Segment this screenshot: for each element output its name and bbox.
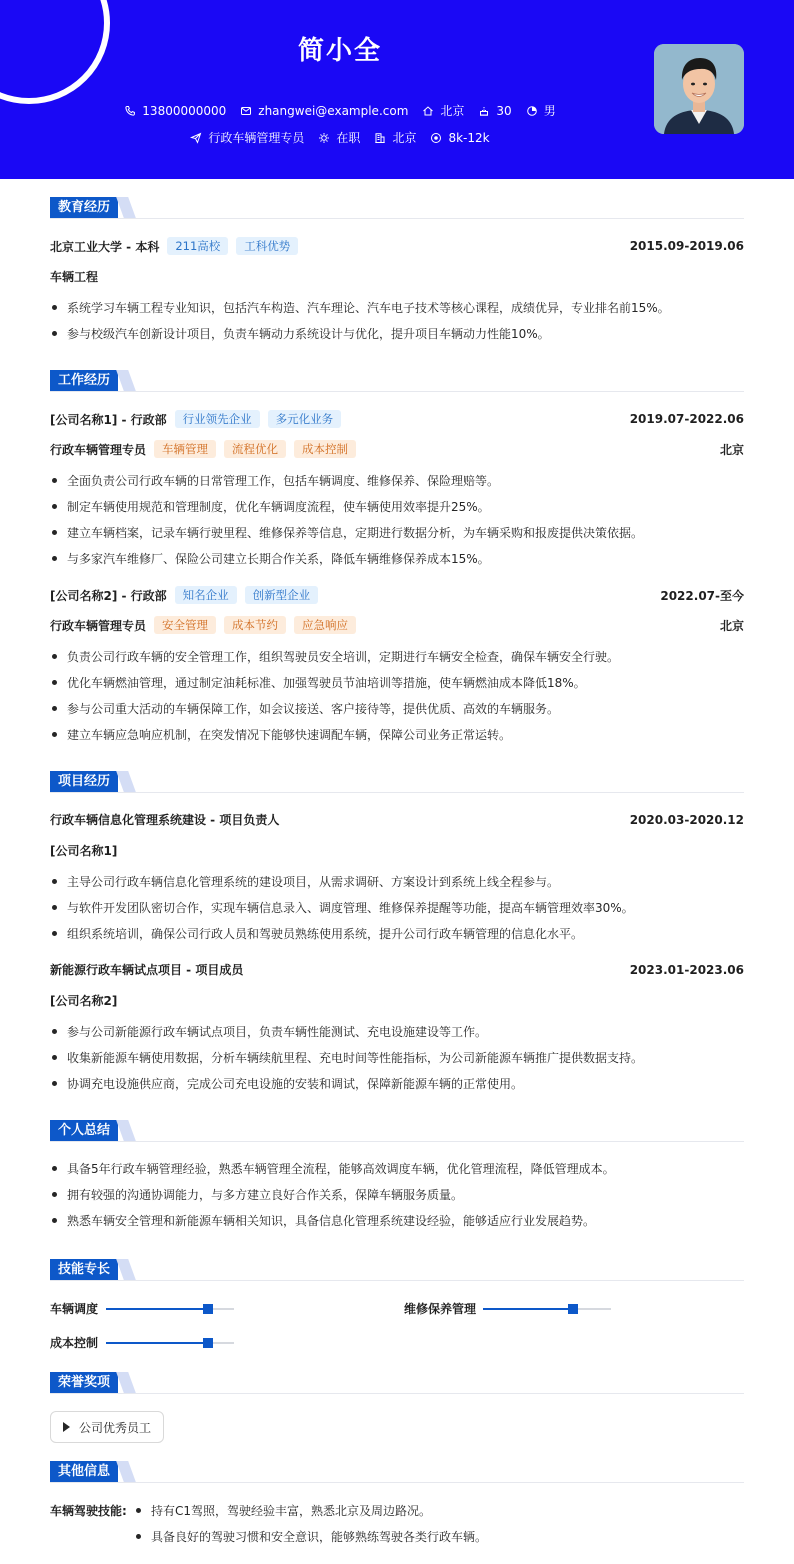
list-item: 组织系统培训，确保公司行政人员和驾驶员熟练使用系统，提升公司行政车辆管理的信息化水平。 [50,925,744,942]
list-item: 协调充电设施供应商，完成公司充电设施的安装和调试，保障新能源车辆的正常使用。 [50,1075,744,1092]
project-company-row [50,842,744,859]
list-item: 收集新能源车辆使用数据，分析车辆续航里程、充电时间等性能指标，为公司新能源车辆推广提供数据支持。 [50,1049,744,1066]
honors-heading [50,1372,744,1394]
work-section [50,370,744,392]
avatar-portrait-icon [654,44,744,134]
award-label: 公司优秀员工 [79,1420,152,1435]
work-city: 北京 [719,618,744,633]
projects-section [50,771,744,793]
project-period: 2020.03-2020.12 [629,812,744,827]
contact-location [422,102,464,119]
role-tag: 应急响应 [294,616,356,634]
work-period: 2019.07-2022.06 [629,412,744,426]
job-status [318,129,360,146]
contact-age [478,104,511,118]
company-tag: 多元化业务 [268,410,342,428]
projects-heading [50,771,744,793]
list-item: 参与校级汽车创新设计项目，负责车辆动力系统设计与优化，提升项目车辆动力性能10%。 [50,325,744,342]
project-company: [公司名称1] [50,844,118,858]
role-row [50,440,744,458]
projects-title: 项目经历 [50,771,118,792]
skill-bar [106,1342,234,1344]
major: 车辆工程 [50,270,99,284]
list-item: 参与公司重大活动的车辆保障工作，如会议接送、客户接待等，提供优质、高效的车辆服务。 [50,700,744,717]
send-icon [190,132,202,144]
heading-accent [116,197,136,218]
summary-title: 个人总结 [50,1120,118,1141]
education-heading [50,197,744,219]
role-tag: 成本控制 [294,440,356,458]
list-item: 负责公司行政车辆的安全管理工作，组织驾驶员安全培训，定期进行车辆安全检查，确保车辆安全行驶。 [50,648,744,665]
location-text: 北京 [440,104,465,118]
company-tag: 创新型企业 [245,586,319,604]
role-tag: 安全管理 [154,616,216,634]
skill-name: 成本控制 [50,1336,99,1350]
skill-bar [106,1308,234,1310]
heading-accent [116,370,136,391]
age-text: 30 [496,103,512,118]
resume-header [0,0,794,179]
role-title: 行政车辆管理专员 [50,618,147,633]
job-salary-text: 8k-12k [448,130,490,145]
heading-accent [116,771,136,792]
honors-title: 荣誉奖项 [50,1372,118,1393]
contact-email [240,104,408,118]
job-city-text: 北京 [392,131,417,145]
gender-icon [526,105,538,117]
list-item: 具备5年行政车辆管理经验，熟悉车辆管理全流程，能够高效调度车辆，优化管理流程，降低管理成本。 [50,1160,744,1177]
age-icon [478,105,490,117]
company-row [50,586,744,604]
summary-section [50,1120,744,1142]
company-name: [公司名称1] - 行政部 [50,412,167,427]
education-section [50,197,744,219]
project-company-row [50,992,744,1009]
other-title: 其他信息 [50,1461,118,1482]
project-period: 2023.01-2023.06 [629,962,744,977]
award-item[interactable] [50,1411,164,1443]
job-city [374,129,416,146]
skill-bar-fill [106,1342,208,1344]
gender-text: 男 [543,104,556,118]
list-item: 优化车辆燃油管理，通过制定油耗标准、加强驾驶员节油培训等措施，使车辆燃油成本降低18%。 [50,674,744,691]
role-title: 行政车辆管理专员 [50,442,147,457]
list-item: 主导公司行政车辆信息化管理系统的建设项目，从需求调研、方案设计到系统上线全程参与。 [50,873,744,890]
contact-gender [526,102,556,119]
skill-bar-knob [568,1304,578,1314]
contact-phone [124,104,226,118]
heading-accent [116,1461,136,1482]
company-row [50,410,744,428]
school-name: 北京工业大学 - 本科 [50,239,160,254]
honors-section [50,1372,744,1394]
heading-accent [116,1372,136,1393]
avatar [654,44,744,134]
skill-bar-knob [203,1338,213,1348]
skills-heading [50,1259,744,1281]
role-tag: 流程优化 [224,440,286,458]
project-title: 行政车辆信息化管理系统建设 - 项目负责人 [50,813,280,827]
list-item: 参与公司新能源行政车辆试点项目，负责车辆性能测试、充电设施建设等工作。 [50,1023,744,1040]
skill-bar [483,1308,611,1310]
list-item: 具备良好的驾驶习惯和安全意识，能够熟练驾驶各类行政车辆。 [134,1528,734,1545]
play-triangle-icon [63,1422,70,1432]
skill-name: 车辆调度 [50,1302,99,1316]
summary-heading [50,1120,744,1142]
education-header-row [50,237,744,255]
phone-icon [124,105,136,117]
school-tag: 211高校 [167,237,228,255]
work-city: 北京 [719,442,744,457]
education-title: 教育经历 [50,197,118,218]
other-heading [50,1461,744,1483]
other-section [50,1461,744,1483]
skill-name: 维修保养管理 [404,1302,477,1316]
company-tag: 知名企业 [175,586,237,604]
list-item: 与软件开发团队密切合作，实现车辆信息录入、调度管理、维修保养提醒等功能，提高车辆管理效率30%。 [50,899,744,916]
project-company: [公司名称2] [50,994,118,1008]
email-text: zhangwei@example.com [258,103,409,118]
role-tag: 车辆管理 [154,440,216,458]
home-icon [422,105,434,117]
list-item: 建立车辆应急响应机制，在突发情况下能够快速调配车辆，保障公司业务正常运转。 [50,726,744,743]
mail-icon [240,105,252,117]
list-item: 拥有较强的沟通协调能力，与多方建立良好合作关系，保障车辆服务质量。 [50,1186,744,1203]
work-heading [50,370,744,392]
skills-section [50,1259,744,1281]
skill-item [50,1334,234,1351]
company-tag: 行业领先企业 [175,410,260,428]
major-row [50,268,744,285]
contact-row [0,102,680,119]
job-salary [430,131,489,145]
job-title [190,129,304,146]
list-item: 持有C1驾照，驾驶经验丰富，熟悉北京及周边路况。 [134,1502,734,1519]
skill-bar-fill [106,1308,208,1310]
skill-item [404,1300,611,1317]
project-header-row [50,961,744,978]
project-header-row [50,811,744,828]
job-status-text: 在职 [336,131,361,145]
skills-title: 技能专长 [50,1259,118,1280]
list-item: 与多家汽车维修厂、保险公司建立长期合作关系，降低车辆维修保养成本15%。 [50,550,744,567]
list-item: 全面负责公司行政车辆的日常管理工作，包括车辆调度、维修保养、保险理赔等。 [50,472,744,489]
work-period: 2022.07-至今 [660,588,744,603]
building-icon [374,132,386,144]
phone-text: 13800000000 [142,103,227,118]
list-item: 系统学习车辆工程专业知识，包括汽车构造、汽车理论、汽车电子技术等核心课程，成绩优异，专业排名前15%。 [50,299,744,316]
list-item: 建立车辆档案，记录车辆行驶里程、维修保养等信息，定期进行数据分析，为车辆采购和报废提供决策依据。 [50,524,744,541]
project-title: 新能源行政车辆试点项目 - 项目成员 [50,963,244,977]
heading-accent [116,1120,136,1141]
skill-bar-knob [203,1304,213,1314]
status-icon [318,132,330,144]
role-row [50,616,744,634]
job-intent-row [0,129,680,146]
list-item: 制定车辆使用规范和管理制度，优化车辆调度流程，使车辆使用效率提升25%。 [50,498,744,515]
company-name: [公司名称2] - 行政部 [50,588,167,603]
candidate-name: 简小全 [297,36,382,66]
heading-accent [116,1259,136,1280]
education-period: 2015.09-2019.06 [629,239,744,253]
skill-item [50,1300,234,1317]
work-title: 工作经历 [50,370,118,391]
role-tag: 成本节约 [224,616,286,634]
job-title-text: 行政车辆管理专员 [208,131,305,145]
list-item: 熟悉车辆安全管理和新能源车辆相关知识，具备信息化管理系统建设经验，能够适应行业发展趋势。 [50,1212,744,1229]
other-label: 车辆驾驶技能: [50,1504,127,1518]
salary-icon [430,132,442,144]
skill-bar-fill [483,1308,573,1310]
school-tag: 工科优势 [236,237,298,255]
